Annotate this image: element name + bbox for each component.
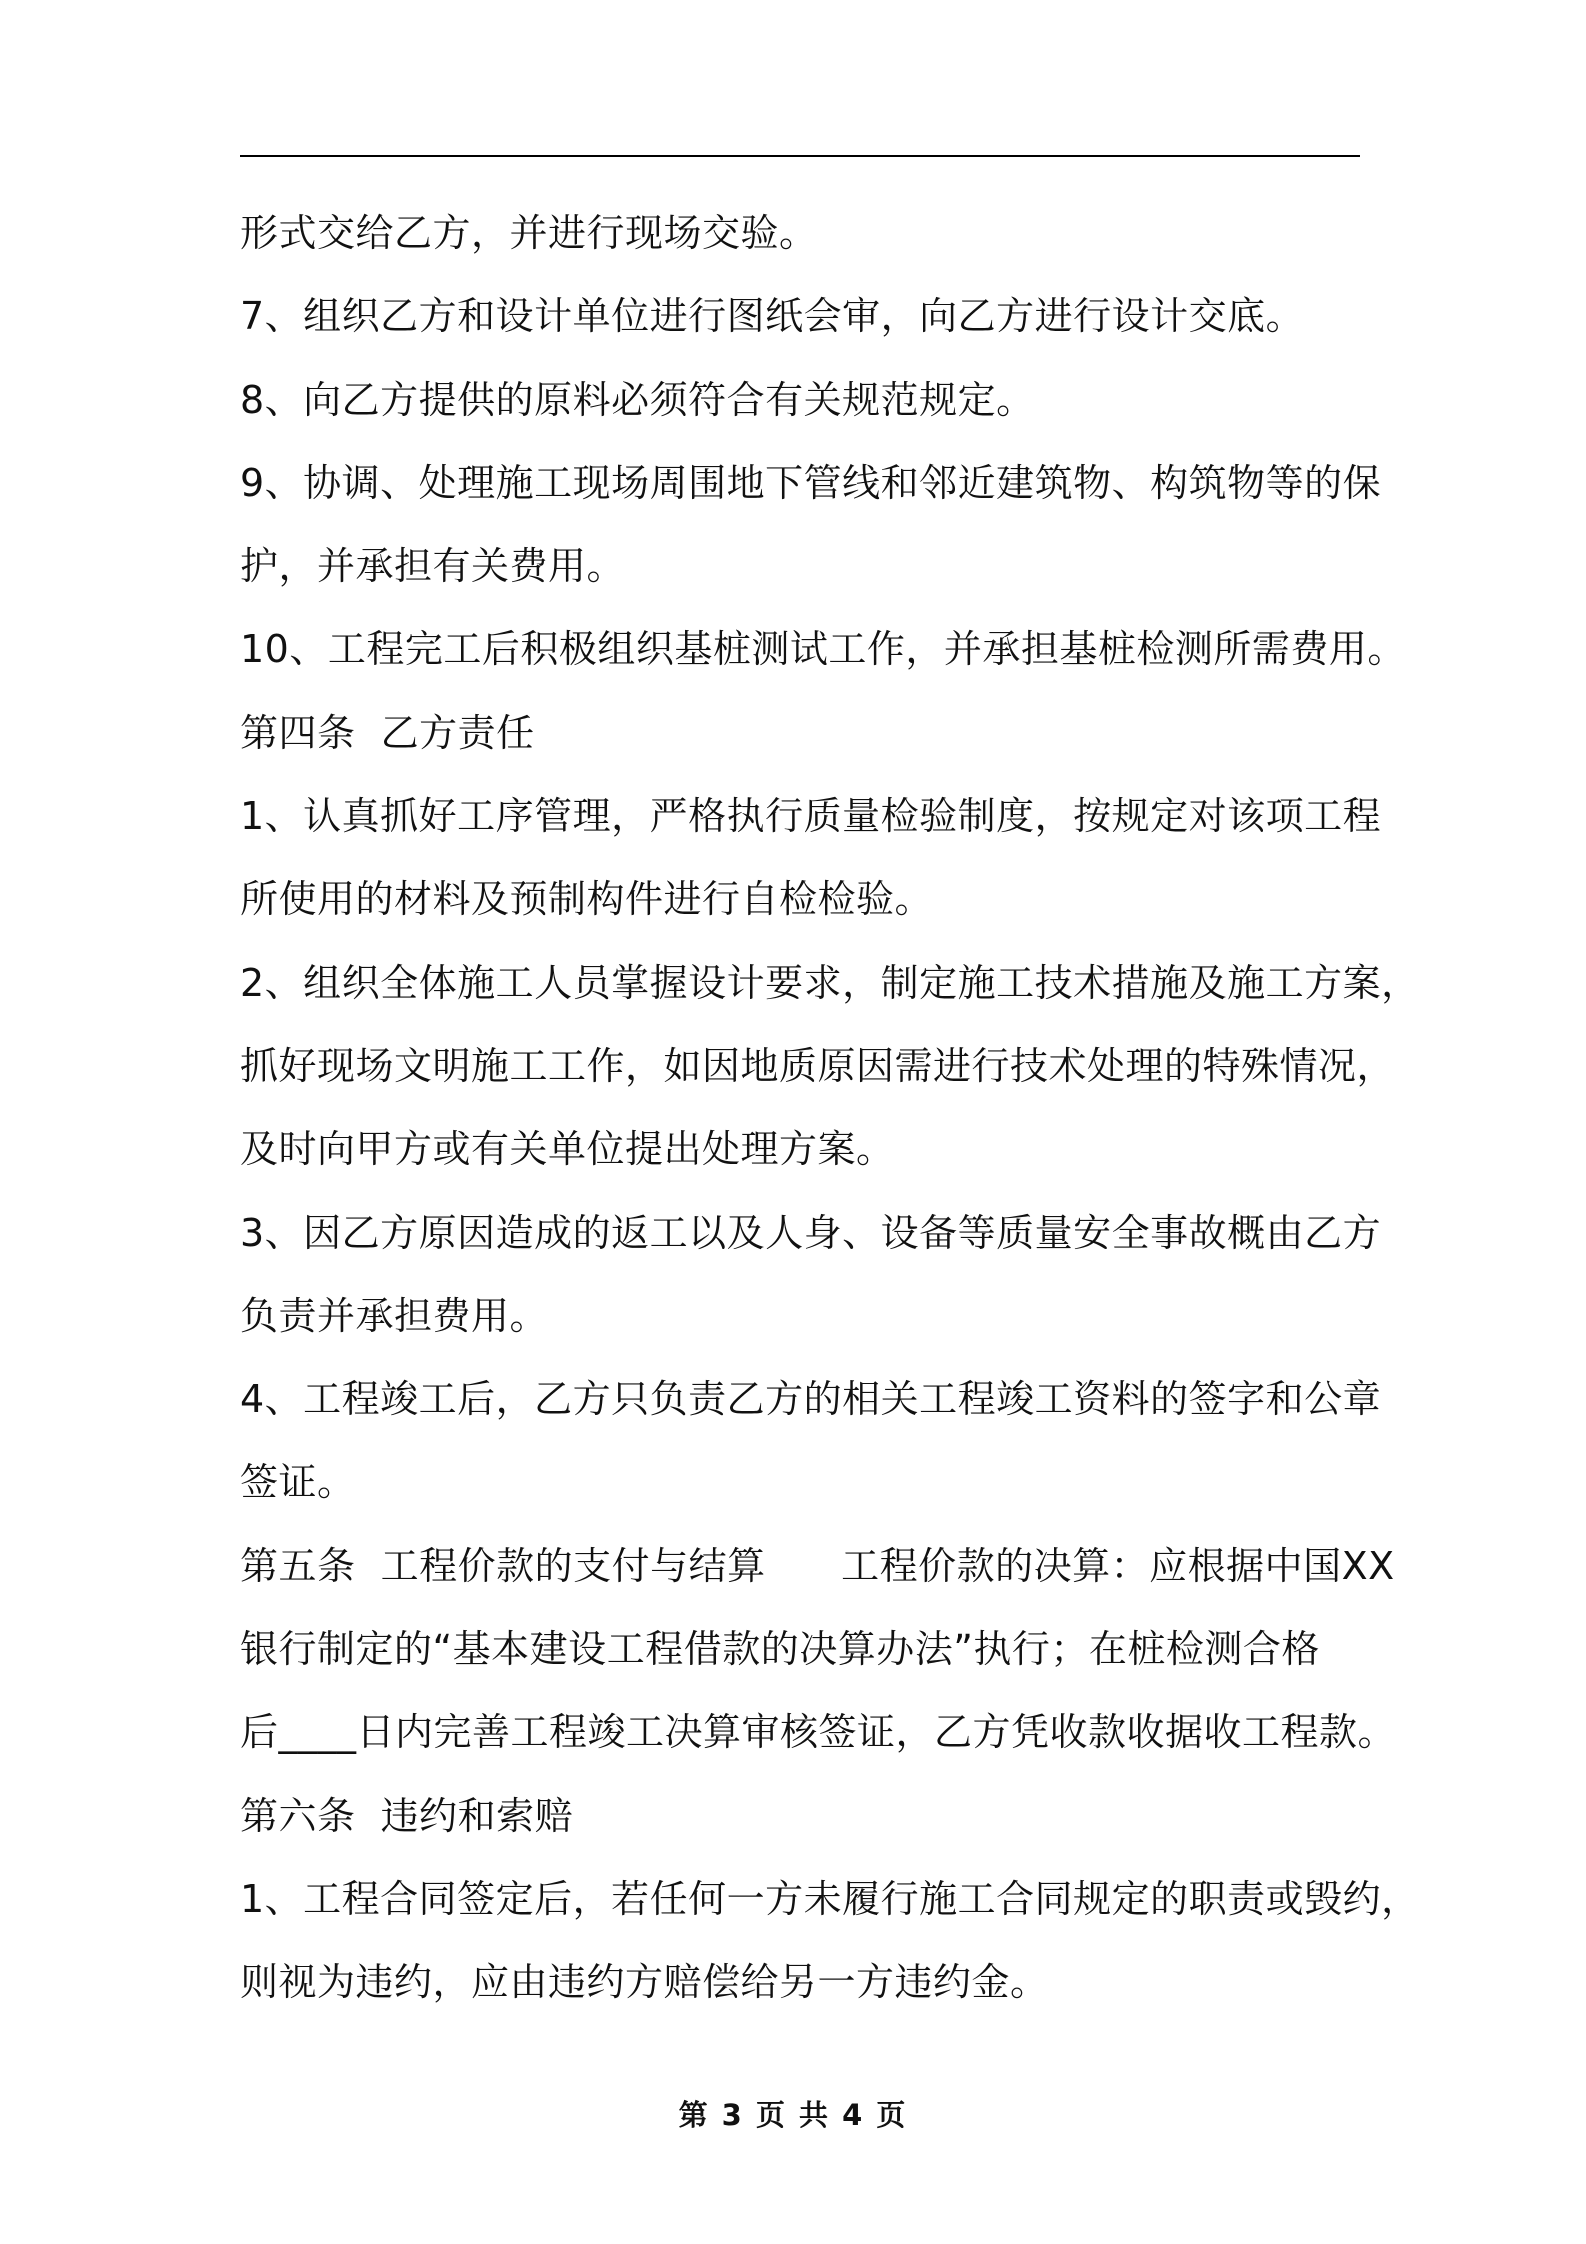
text-line: 1、工程合同签定后，若任何一方未履行施工合同规定的职责或毁约，	[240, 1876, 1420, 1921]
text-line: 8、向乙方提供的原料必须符合有关规范规定。	[240, 377, 1035, 422]
text-line: 及时向甲方或有关单位提出处理方案。	[240, 1127, 895, 1172]
page-number: 第 3 页 共 4 页	[678, 2098, 908, 2132]
section-heading: 第五条 工程价款的支付与结算 工程价款的决算：应根据中国XX	[240, 1543, 1395, 1588]
document-body	[240, 192, 1420, 2025]
section-heading: 第四条 乙方责任	[240, 710, 535, 755]
text-line: 负责并承担费用。	[240, 1293, 549, 1338]
text-line: 抓好现场文明施工工作，如因地质原因需进行技术处理的特殊情况，	[240, 1043, 1396, 1088]
text-line: 签证。	[240, 1460, 356, 1505]
text-line: 后____日内完善工程竣工决算审核签证，乙方凭收款收据收工程款。	[240, 1710, 1397, 1755]
text-line: 3、因乙方原因造成的返工以及人身、设备等质量安全事故概由乙方	[240, 1210, 1382, 1255]
text-line: 2、组织全体施工人员掌握设计要求，制定施工技术措施及施工方案，	[240, 960, 1420, 1005]
text-line: 9、协调、处理施工现场周围地下管线和邻近建筑物、构筑物等的保	[240, 460, 1382, 505]
text-line: 护，并承担有关费用。	[240, 544, 626, 589]
text-line: 4、工程竣工后，乙方只负责乙方的相关工程竣工资料的签字和公章	[240, 1377, 1382, 1422]
text-line: 7、组织乙方和设计单位进行图纸会审，向乙方进行设计交底。	[240, 294, 1305, 339]
section-heading: 第六条 违约和索赔	[240, 1793, 574, 1838]
text-line: 则视为违约，应由违约方赔偿给另一方违约金。	[240, 1960, 1049, 2005]
text-line: 形式交给乙方，并进行现场交验。	[240, 211, 818, 255]
text-line: 银行制定的“基本建设工程借款的决算办法”执行；在桩检测合格	[240, 1627, 1320, 1672]
text-line: 所使用的材料及预制构件进行自检检验。	[240, 877, 934, 922]
text-line: 10、工程完工后积极组织基桩测试工作，并承担基桩检测所需费用。	[240, 627, 1406, 672]
text-line: 1、认真抓好工序管理，严格执行质量检验制度，按规定对该项工程	[240, 794, 1382, 839]
header-rule	[240, 155, 1360, 157]
